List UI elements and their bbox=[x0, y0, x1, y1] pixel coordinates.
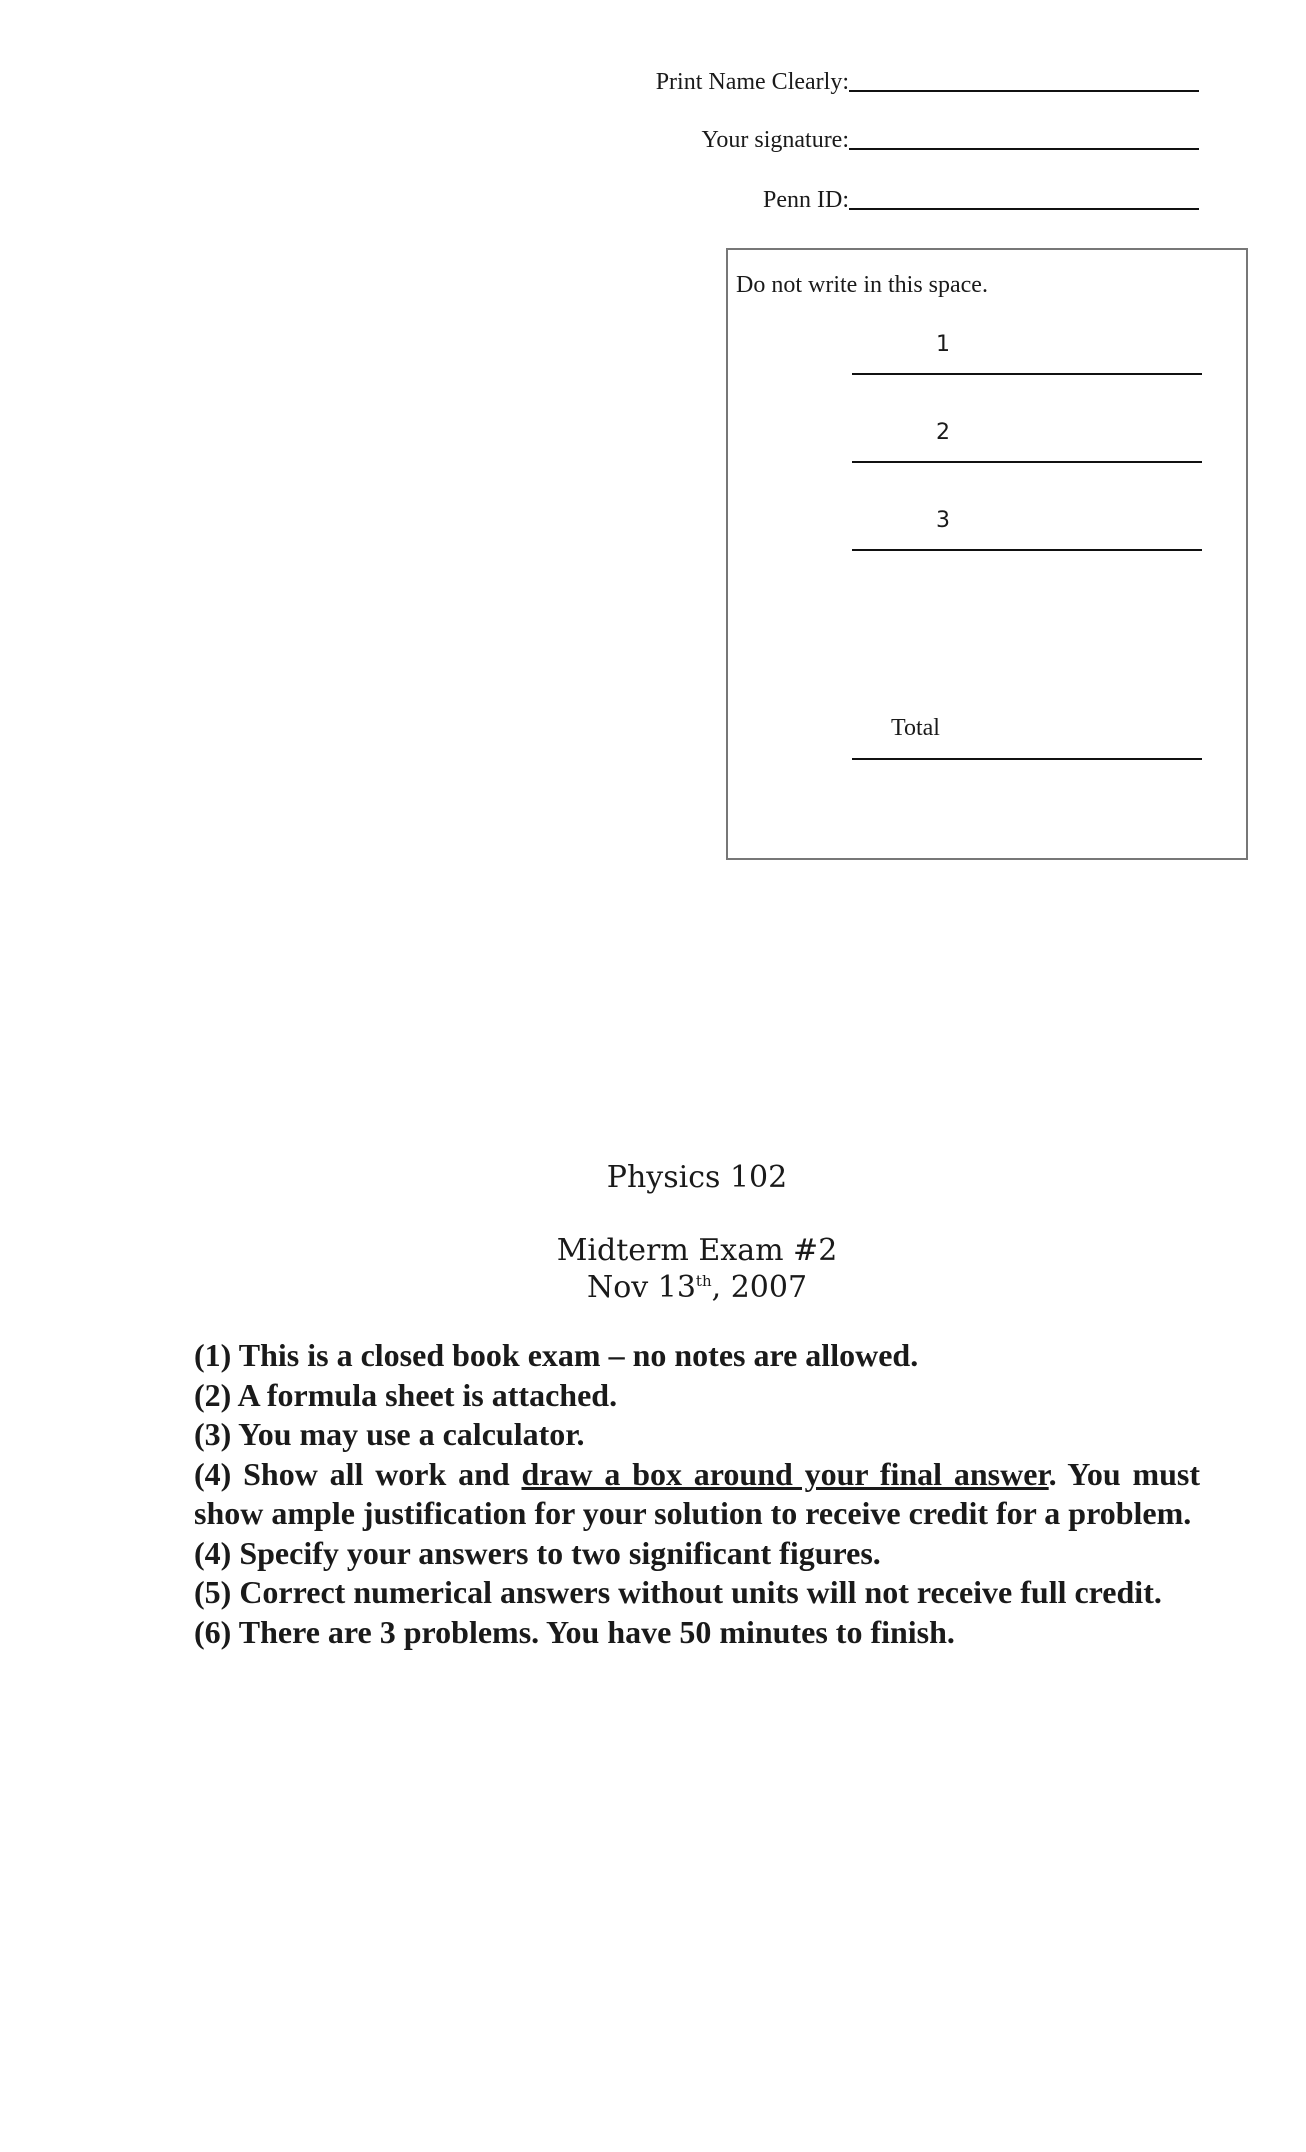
penn-id-field[interactable] bbox=[763, 188, 1199, 212]
instruction-item: (3) You may use a calculator. bbox=[194, 1416, 585, 1452]
signature-field[interactable] bbox=[701, 128, 1199, 152]
instruction-item: (2) A formula sheet is attached. bbox=[194, 1376, 618, 1413]
grading-box-note: Do not write in this space. bbox=[736, 272, 988, 298]
print-name-label: Print Name Clearly: bbox=[655, 69, 849, 95]
exam-instructions bbox=[194, 1336, 1200, 1652]
instruction-item: (1) This is a closed book exam – no notes are allowed. bbox=[194, 1337, 919, 1373]
signature-label: Your signature: bbox=[701, 127, 849, 153]
instruction-item-work bbox=[194, 1455, 1200, 1534]
problem-1-label: 1 bbox=[936, 332, 950, 357]
instruction-item: (5) Correct numerical answers without units will not receive full credit. bbox=[194, 1574, 1162, 1610]
grading-box bbox=[726, 248, 1248, 860]
signature-line[interactable] bbox=[849, 146, 1199, 150]
instruction-work-underlined: draw a box around your final answer bbox=[521, 1455, 1049, 1492]
instruction-item: (6) There are 3 problems. You have 50 minutes to finish. bbox=[194, 1613, 955, 1650]
total-score-line bbox=[852, 758, 1202, 760]
exam-date-prefix: Nov 13 bbox=[586, 1270, 696, 1305]
problem-3-score-line bbox=[852, 549, 1202, 551]
exam-date-superscript: th bbox=[695, 1272, 712, 1290]
problem-1-score-line bbox=[852, 373, 1202, 375]
total-label: Total bbox=[891, 715, 940, 741]
print-name-line[interactable] bbox=[849, 88, 1199, 92]
problem-3-label: 3 bbox=[936, 508, 950, 533]
problem-2-label: 2 bbox=[936, 420, 950, 445]
instruction-work-prefix: (4) Show all work and bbox=[194, 1455, 522, 1492]
course-title: Physics 102 bbox=[606, 1160, 788, 1195]
penn-id-line[interactable] bbox=[849, 206, 1199, 210]
exam-date bbox=[0, 1270, 1306, 1305]
penn-id-label: Penn ID: bbox=[763, 187, 849, 213]
instruction-item: (4) Specify your answers to two significant figures. bbox=[194, 1534, 881, 1571]
print-name-field[interactable] bbox=[656, 70, 1199, 94]
exam-date-suffix: , 2007 bbox=[711, 1270, 808, 1305]
exam-title: Midterm Exam #2 bbox=[556, 1233, 838, 1268]
problem-2-score-line bbox=[852, 461, 1202, 463]
instruction-work-suffix: . You must show ample justification for your solution to receive credit for a problem. bbox=[194, 1455, 1200, 1531]
